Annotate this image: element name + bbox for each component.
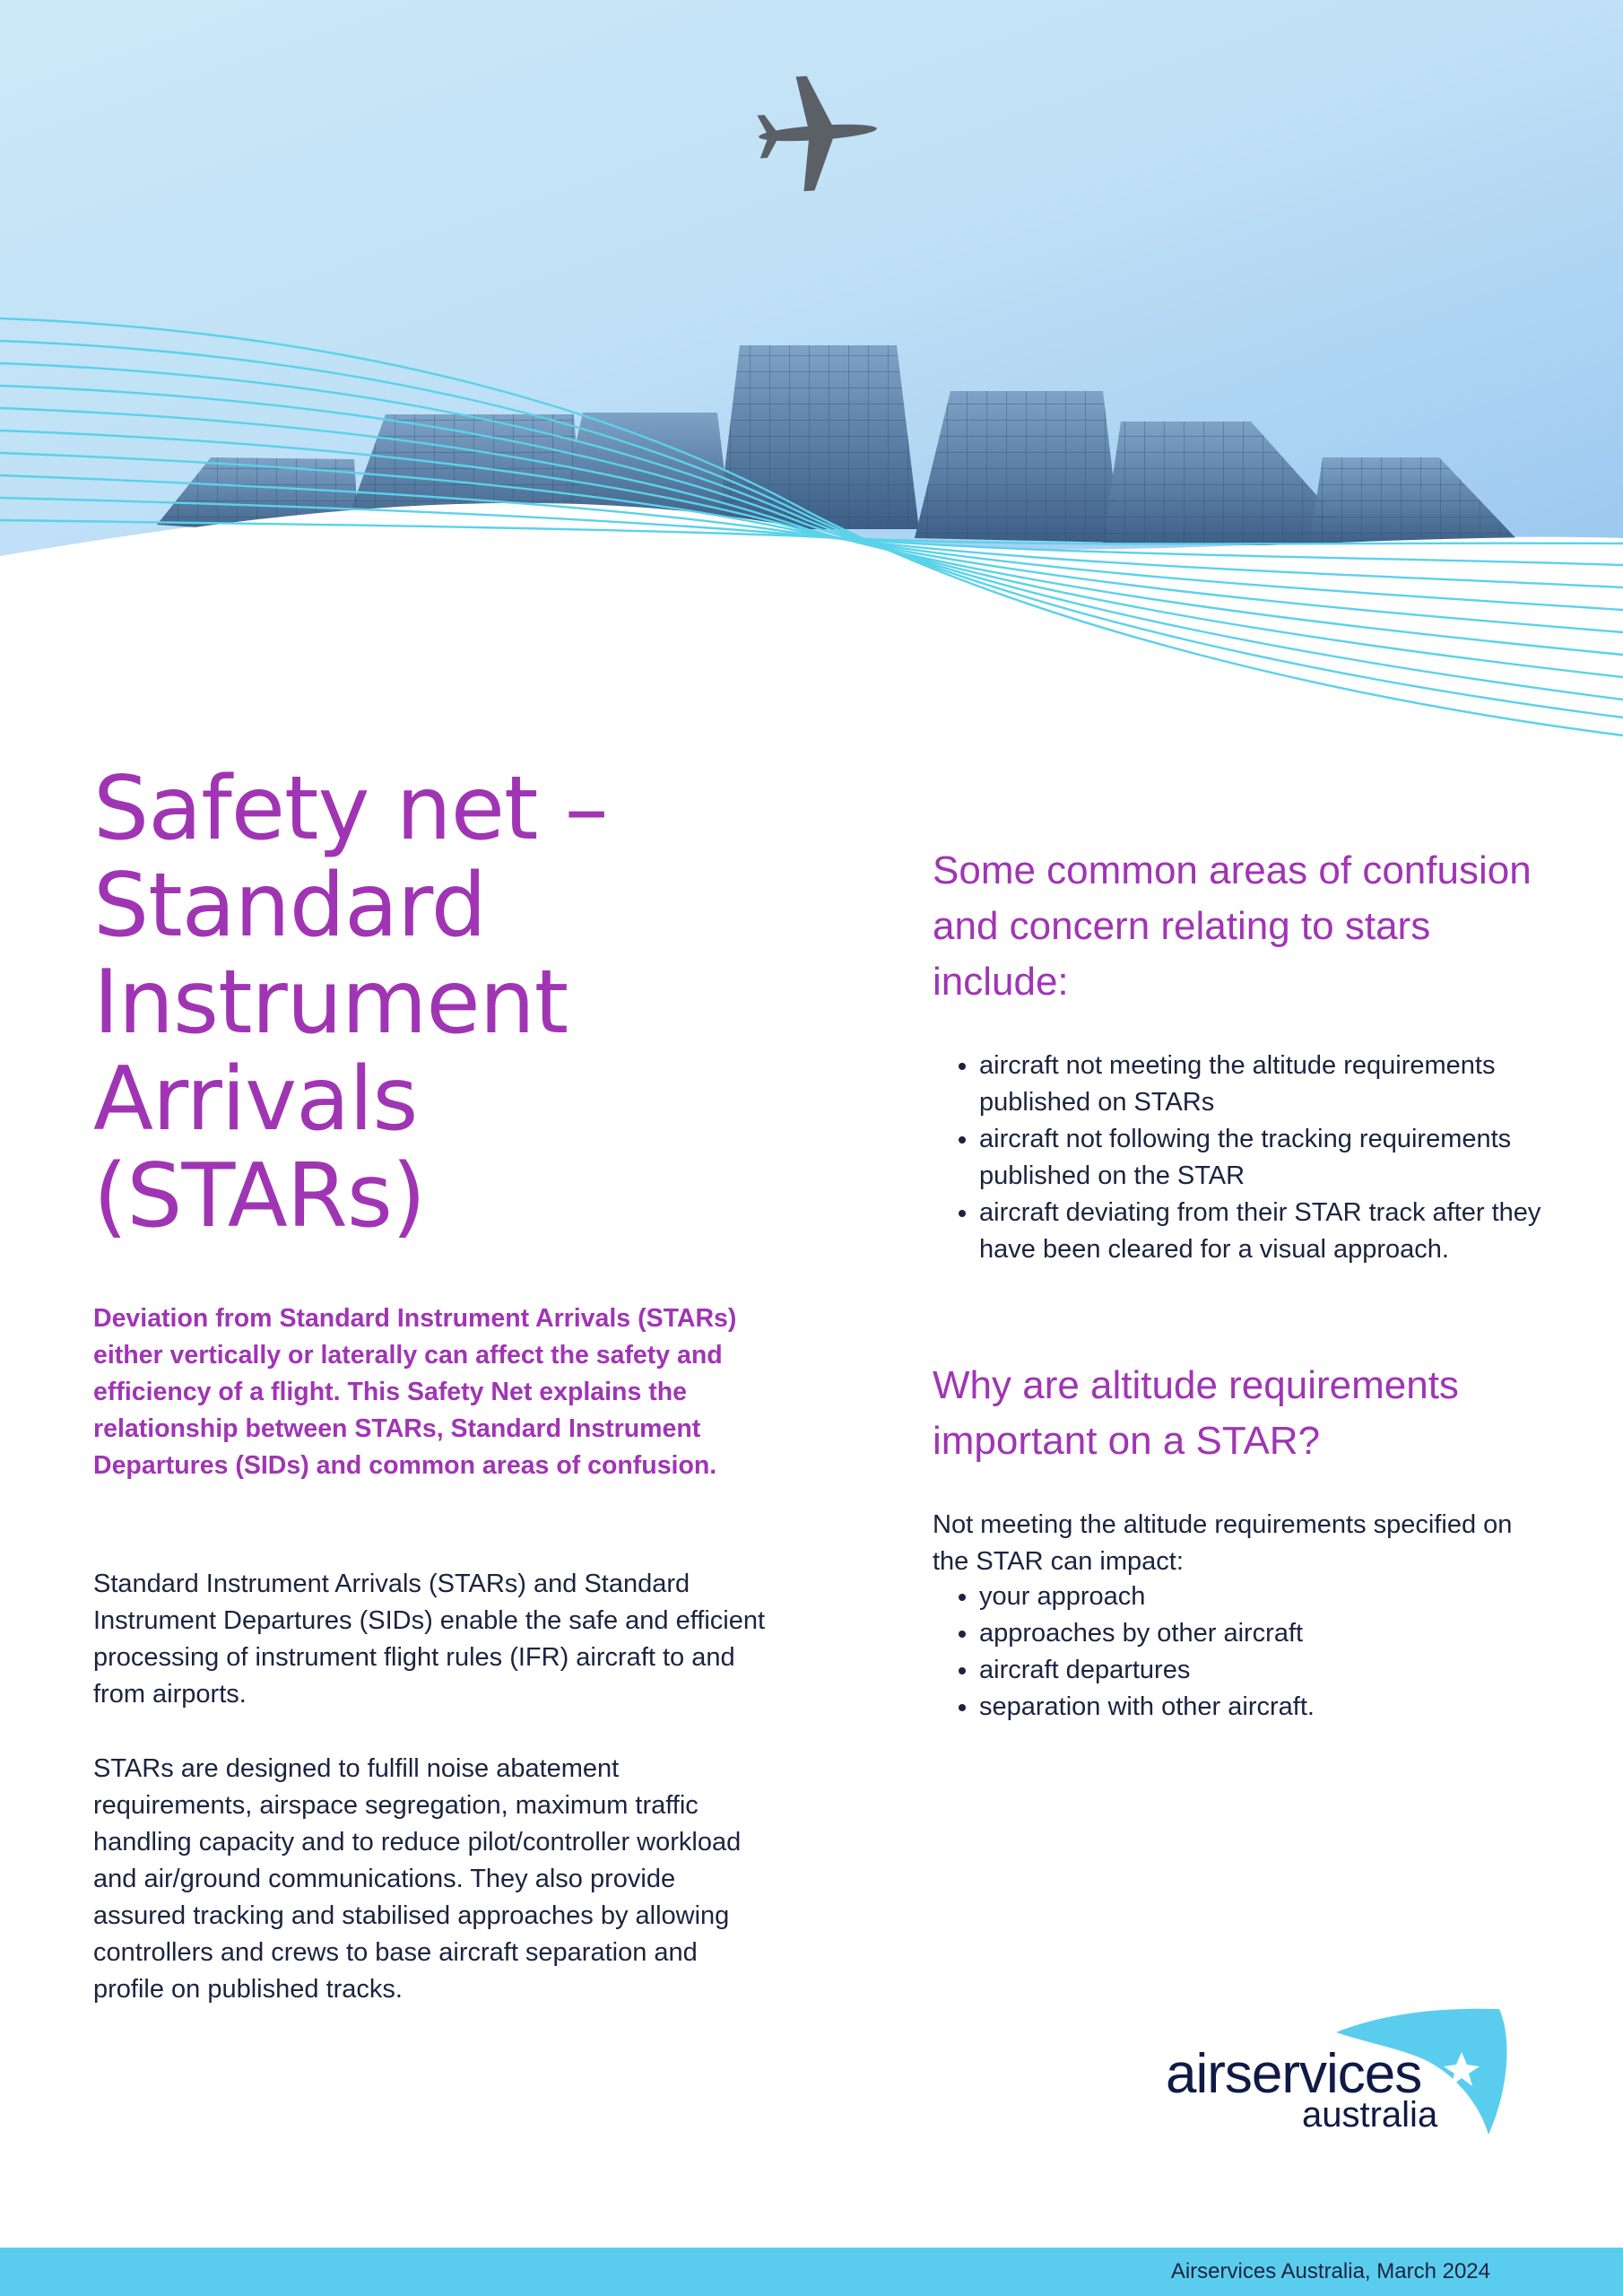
altitude-intro: Not meeting the altitude requirements specified on the STAR can impact: xyxy=(933,1510,1513,1576)
body-paragraph: STARs are designed to fulfill noise abatement requirements, airspace segregation, maximum traffic handling capacity and to reduce pilot/controller workload and air/ground communications. They also provide assured tracking and stabilised approaches by allowing controllers and crews to base aircraft separation and profile on published tracks. xyxy=(93,1754,742,2004)
footer-text: Airservices Australia, March 2024 xyxy=(1170,2259,1490,2283)
list-item: • aircraft not following the tracking requirements published on the STAR xyxy=(979,1121,1589,1195)
list-item: • approaches by other aircraft xyxy=(979,1615,1589,1652)
hero-image xyxy=(0,0,1623,753)
footer-bar xyxy=(0,2248,1623,2296)
airservices-logo xyxy=(1166,2005,1515,2140)
logo-text-line1: airservices xyxy=(1166,2043,1422,2105)
lead-paragraph: Deviation from Standard Instrument Arrivals (STARs) either vertically or laterally can affect the safety and efficiency of a flight. This Safety Net explains the relationship between STARs, Standard Instrument Departures (SIDs) and common areas of confusion. xyxy=(93,1304,737,1480)
altitude-heading: Why are altitude requirements important on a STAR? xyxy=(933,1363,1459,1463)
altitude-list xyxy=(933,1578,1589,1726)
list-item: • aircraft deviating from their STAR track after they have been cleared for a visual approach. xyxy=(979,1195,1589,1268)
page-title: Safety net – Standard Instrument Arrivals (STARs) xyxy=(93,758,608,1248)
list-item: • aircraft departures xyxy=(979,1652,1589,1689)
logo-text-line2: australia xyxy=(1302,2095,1438,2135)
list-item: • your approach xyxy=(979,1578,1589,1615)
body-paragraph: Standard Instrument Arrivals (STARs) and Standard Instrument Departures (SIDs) enable the safe and efficient processing of instrument flight rules (IFR) aircraft to and from airports. xyxy=(93,1570,766,1709)
confusion-heading: Some common areas of confusion and concern relating to stars include: xyxy=(933,848,1532,1004)
list-item: • aircraft not meeting the altitude requirements published on STARs xyxy=(979,1048,1589,1121)
confusion-list xyxy=(933,1048,1589,1268)
list-item: • separation with other aircraft. xyxy=(979,1689,1589,1726)
